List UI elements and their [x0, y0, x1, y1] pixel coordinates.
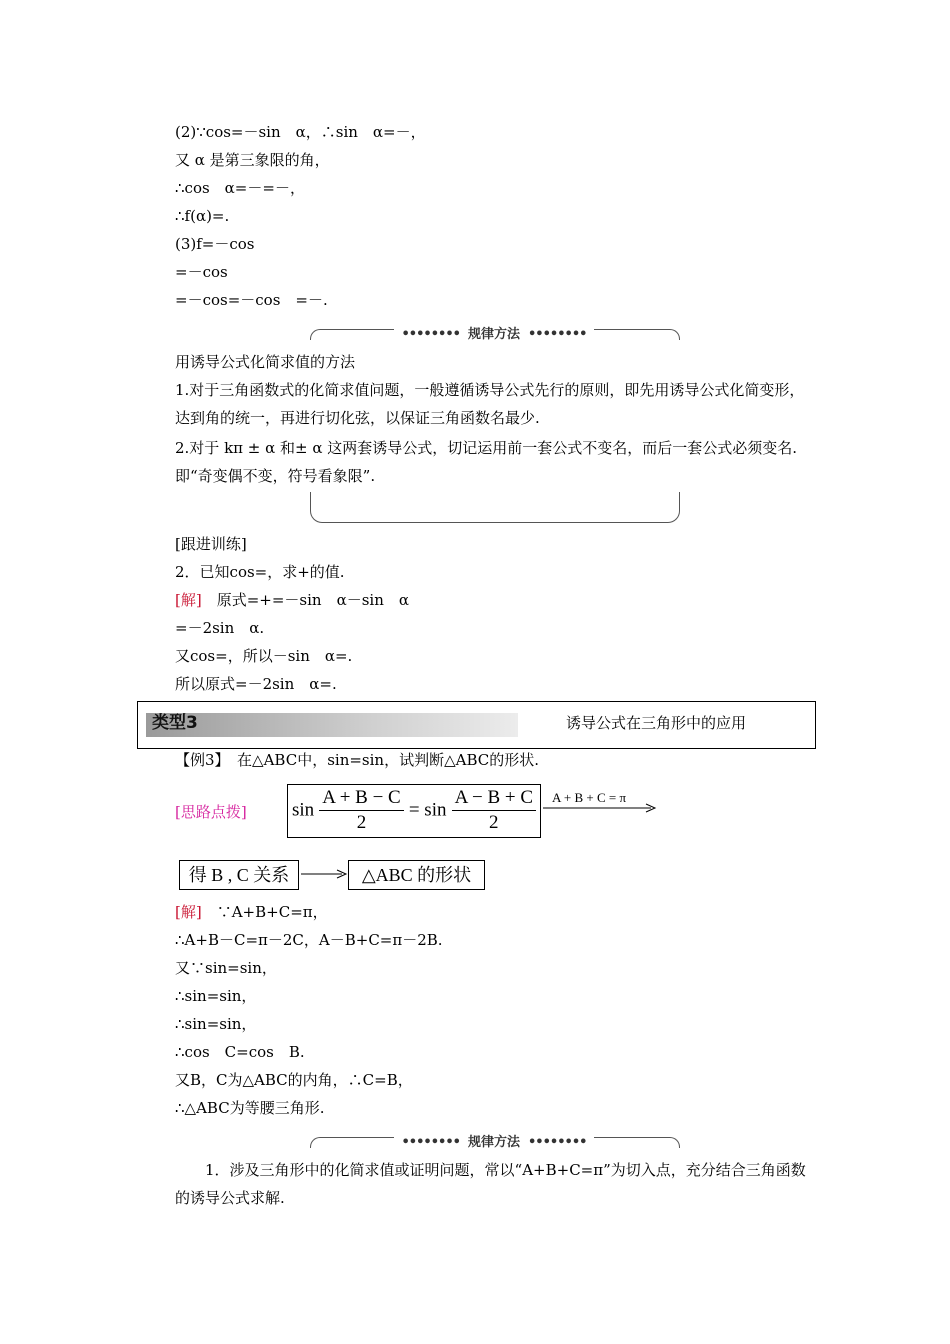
fraction-denominator: 2 — [489, 812, 499, 833]
method-box-bottom — [310, 492, 680, 523]
method-point-1: 1.对于三角函数式的化简求值问题，一般遵循诱导公式先行的原则，即先用诱导公式化简变形，达到角的统一，再进行切化弦，以保证三角函数名最少. — [175, 381, 805, 427]
fraction-numerator: A + B − C — [319, 786, 403, 811]
type-header-box — [137, 701, 816, 749]
flow-box-shape: △ABC 的形状 — [348, 860, 485, 890]
solution-line: 又cos=，所以－sin α=. — [175, 647, 353, 665]
solution-line: 又B，C为△ABC的内角，∴C=B， — [175, 1071, 413, 1089]
flow-arrow-icon — [541, 802, 659, 814]
type-title: 诱导公式在三角形中的应用 — [566, 714, 747, 732]
banner-dots-left: •••••••• — [398, 1135, 464, 1150]
fraction-denominator: 2 — [356, 812, 367, 833]
solution-line: 所以原式=－2sin α=. — [175, 675, 337, 693]
solution-line: (3)f=－cos — [175, 235, 255, 253]
solution-line: =－cos=－cos =－. — [175, 291, 328, 309]
solution-line: 又∵sin=sin， — [175, 959, 277, 977]
practice-question: 2．已知cos=，求+的值. — [175, 563, 345, 581]
solution-text: ∵A+B+C=π， — [201, 903, 328, 921]
banner-dots-right: •••••••• — [524, 327, 590, 342]
solution-line: 又 α 是第三象限的角， — [175, 151, 330, 169]
fraction-numerator: A − B + C — [452, 786, 536, 811]
hint-tag: [思路点拨] — [175, 803, 247, 821]
fraction-left — [319, 786, 403, 835]
equals-sin: = sin — [408, 799, 447, 821]
banner-dots-right: •••••••• — [524, 1135, 590, 1150]
solution-line: (2)∵cos=－sin α，∴sin α=－， — [175, 123, 426, 141]
solution-line: ∴sin=sin， — [175, 987, 257, 1005]
banner-label: 规律方法 — [464, 327, 524, 342]
solution-line: ∴sin=sin， — [175, 1015, 257, 1033]
solution-text: 原式=+=－sin α－sin α — [201, 591, 409, 609]
solution-line: =－2sin α. — [175, 619, 265, 637]
solution-line: ∴f(α)=. — [175, 207, 230, 225]
sin-label: sin — [292, 799, 315, 821]
type-label: 类型3 — [152, 713, 198, 733]
example-statement — [175, 750, 539, 770]
solution-line: ∴△ABC为等腰三角形. — [175, 1099, 325, 1117]
type-label-bar — [146, 713, 518, 737]
practice-solution-line — [175, 590, 409, 610]
example-solution-line — [175, 902, 328, 922]
practice-header: [跟进训练] — [175, 535, 247, 553]
example-text: 在△ABC中，sin=sin，试判断△ABC的形状. — [222, 751, 539, 769]
flow-arrow-icon — [300, 868, 348, 880]
solution-tag: [解] — [175, 591, 202, 609]
example-tag: 【例3】 — [175, 751, 223, 769]
solution-line: ∴A+B－C=π－2C，A－B+C=π－2B. — [175, 931, 443, 949]
flow-box-equation — [287, 784, 541, 838]
banner-dots-left: •••••••• — [398, 327, 464, 342]
fraction-right — [452, 786, 536, 835]
method-banner — [310, 323, 678, 342]
flow-box-relation: 得 B , C 关系 — [179, 860, 299, 890]
solution-line: =－cos — [175, 263, 228, 281]
method-point-2: 2.对于 kπ ± α 和± α 这两套诱导公式，切记运用前一套公式不变名，而后一套公式必须变名.即“奇变偶不变，符号看象限”. — [175, 439, 798, 485]
method-banner — [310, 1131, 678, 1150]
method-point-1: 1．涉及三角形中的化简求值或证明问题，常以“A+B+C=π”为切入点，充分结合三角函数的诱导公式求解. — [175, 1161, 806, 1207]
solution-line: ∴cos C=cos B. — [175, 1043, 305, 1061]
solution-line: ∴cos α=－=－， — [175, 179, 305, 197]
arrow-label: A + B + C = π — [552, 790, 627, 805]
banner-label: 规律方法 — [464, 1135, 524, 1150]
method-title: 用诱导公式化简求值的方法 — [175, 353, 356, 371]
solution-tag: [解] — [175, 903, 202, 921]
